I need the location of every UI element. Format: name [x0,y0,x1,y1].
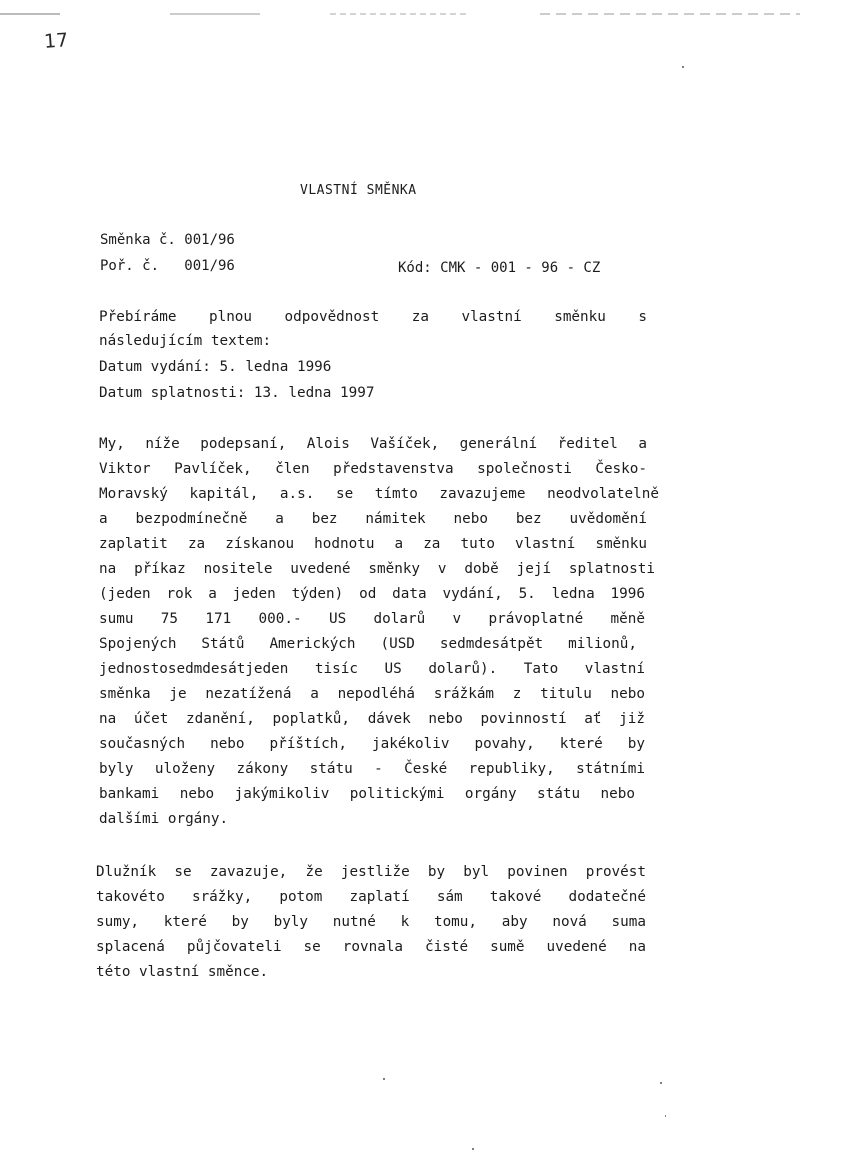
paragraph-line: a bezpodmínečně a bez námitek nebo bez uvědomění [99,511,647,527]
paragraph-line: (jeden rok a jeden týden) od data vydání, 5. ledna 1996 [99,586,645,602]
paragraph-line: Moravský kapitál, a.s. se tímto zavazujeme neodvolatelně [99,486,659,502]
scan-speck [682,66,684,68]
document-title: VLASTNÍ SMĚNKA [300,183,417,198]
paragraph-line: bankami nebo jakýmikoliv politickými orgány státu nebo [99,786,635,802]
handwritten-page-number: 17 [43,29,69,53]
bill-number: Směnka č. 001/96 [100,232,235,248]
paragraph-line: zaplatit za získanou hodnotu a za tuto vlastní směnku [99,536,647,552]
paragraph-line: Spojených Států Amerických (USD sedmdesátpět milionů, [99,636,637,652]
intro-line: Přebíráme plnou odpovědnost za vlastní směnku s [99,309,647,325]
paragraph-line: směnka je nezatížená a nepodléhá srážkám z titulu nebo [99,686,645,702]
paragraph-line: jednostosedmdesátjeden tisíc US dolarů). Tato vlastní [99,661,645,677]
amount-line: sumu 75 171 000.- US dolarů v právoplatné měně [99,611,645,627]
paragraph-line: této vlastní směnce. [96,964,269,980]
paragraph-line: Viktor Pavlíček, člen představenstva společnosti Česko- [99,461,647,477]
paragraph-line: Dlužník se zavazuje, že jestliže by byl povinen provést [96,864,646,880]
issue-date: Datum vydání: 5. ledna 1996 [99,359,332,375]
paragraph-line: na účet zdanění, poplatků, dávek nebo povinností ať již [99,711,645,727]
order-number: Poř. č. 001/96 [100,258,235,274]
bill-code: Kód: CMK - 001 - 96 - CZ [398,260,601,276]
paragraph-line: dalšími orgány. [99,811,229,827]
scan-speck [383,1078,385,1080]
scan-speck [472,1148,474,1150]
scan-speck [665,1115,666,1117]
paragraph-line: takovéto srážky, potom zaplatí sám takové dodatečné [96,889,646,905]
intro-line: následujícím textem: [99,333,272,349]
paragraph-line: splacená půjčovateli se rovnala čisté sumě uvedené na [96,939,646,955]
paragraph-line: na příkaz nositele uvedené směnky v době její splatnosti [99,561,655,577]
paragraph-line: sumy, které by byly nutné k tomu, aby nová suma [96,914,646,930]
scan-speck [660,1082,662,1084]
paragraph-line: byly uloženy zákony státu - České republiky, státními [99,761,645,777]
scan-artifact-top-line [0,13,850,15]
paragraph-line: současných nebo příštích, jakékoliv povahy, které by [99,736,645,752]
paragraph-line: My, níže podepsaní, Alois Vašíček, generální ředitel a [99,436,647,452]
maturity-date: Datum splatnosti: 13. ledna 1997 [99,385,375,401]
